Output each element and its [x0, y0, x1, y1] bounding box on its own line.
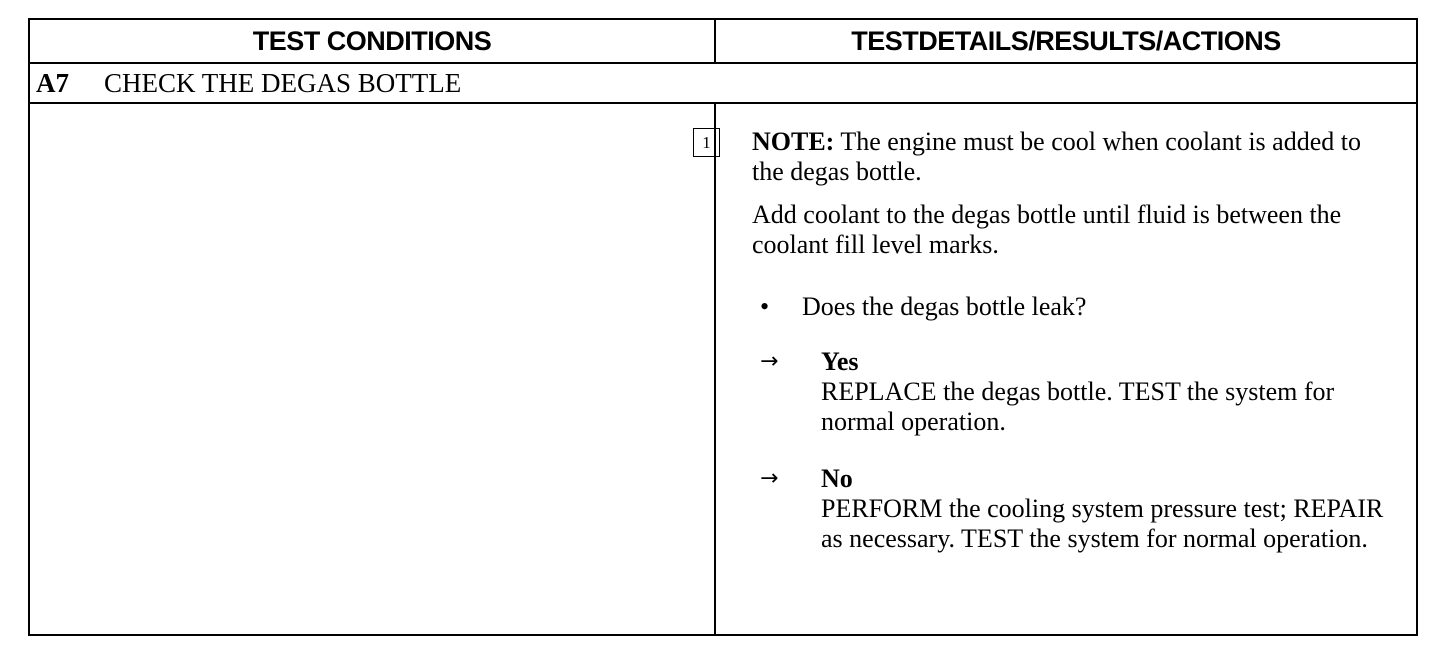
note-paragraph	[752, 127, 1384, 187]
instruction-text: Add coolant to the degas bottle until fluid is between the coolant fill level marks.	[752, 200, 1342, 259]
bullet-icon: •	[760, 292, 770, 321]
section-title	[36, 65, 461, 101]
note-label: NOTE:	[752, 127, 835, 156]
result-yes	[760, 347, 1384, 437]
note-text: The engine must be cool when coolant is added to the degas bottle.	[752, 127, 1361, 186]
arrow-right-icon: →	[760, 349, 779, 374]
arrow-right-icon: →	[760, 466, 779, 491]
step-content	[752, 127, 1384, 554]
question-text: Does the degas bottle leak?	[802, 292, 1087, 321]
header-test-details: TESTDETAILS/RESULTS/ACTIONS	[851, 25, 1281, 56]
section-title-text: CHECK THE DEGAS BOTTLE	[104, 67, 462, 98]
result-no-action: PERFORM the cooling system pressure test; REPAIR as necessary. TEST the system for normal operation.	[821, 494, 1384, 553]
result-no-label: No	[821, 464, 853, 493]
result-yes-label: Yes	[821, 347, 859, 376]
header-rule	[30, 62, 1416, 64]
section-rule	[30, 102, 1416, 104]
header-test-conditions: TEST CONDITIONS	[252, 25, 492, 56]
column-divider-body	[714, 104, 716, 634]
question-row	[760, 292, 1384, 322]
result-no	[760, 464, 1384, 554]
result-yes-action: REPLACE the degas bottle. TEST the system for normal operation.	[821, 377, 1335, 436]
section-code: A7	[36, 67, 69, 98]
step-number-box: 1	[693, 128, 720, 157]
